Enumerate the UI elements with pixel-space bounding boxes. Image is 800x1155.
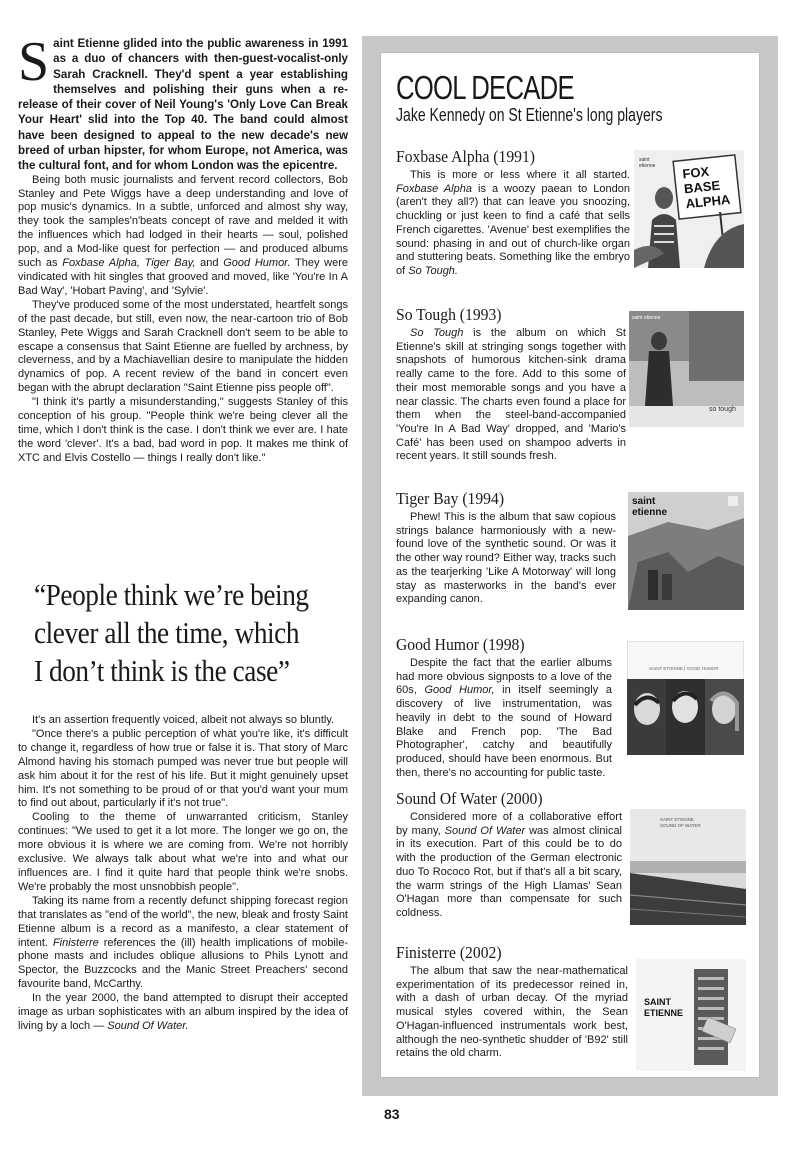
album-cover-finisterre [636, 959, 746, 1071]
svg-text:saint etienne: saint etienne [632, 315, 661, 321]
album-title-ref: Good Humor. [223, 257, 291, 270]
svg-text:etienne: etienne [639, 163, 656, 169]
cover-art [636, 959, 746, 1071]
cover-art [628, 492, 744, 610]
article-paragraph-1 [18, 174, 348, 299]
album-heading: Tiger Bay (1994) [396, 489, 505, 508]
album-heading: Good Humor (1998) [396, 635, 525, 654]
article-column-continued [18, 714, 348, 1034]
page-number: 83 [384, 1106, 400, 1122]
album-cover-good-humor [627, 641, 744, 755]
paragraph-text: references the (ill) health implications of mobile-phone masts and includes oblique allusions to Phils Lynott and Spector, the Buzzcocks and the Manic Street Preachers' second favourite band, McCarthy. [18, 936, 348, 991]
svg-text:BASE: BASE [683, 177, 721, 197]
album-review: The album that saw the near-mathematical experimentation of its predecessor reined in, with a dash of urban decay. Of the myriad musical styles covered within, the Sean O'Hagan-influenced instrumentals work best, although the neo-synthetic shudder of 'B92' still retains the old charm. [396, 965, 628, 1060]
svg-text:SAINT: SAINT [644, 997, 671, 1007]
article-paragraph-8 [18, 992, 348, 1034]
album-review: So Tough is the album on which St Etienne's skill at stringing songs together with snapshots of humorous kitchen-sink drama really came to the fore. Add to this some of their most memorable songs and you have a near classic. The charts even found a place for them when the steel-band-accompanied 'You're In A Bad Way' dropped, and 'Mario's Café' has been used on shampoo adverts in recent years. It still sounds fresh. [396, 327, 626, 463]
svg-text:ETIENNE: ETIENNE [644, 1008, 684, 1018]
album-cover-sound-of-water [630, 809, 746, 925]
album-review: This is more or less where it all started. Foxbase Alpha is a woozy paean to London (aren't they all?) that can leave you snoozing, chuckling or just keen to find a café that sells French cigarettes. 'Avenue' best exemplifies the sound: phasing in and out of church-like organ and stuttering beats. Something like the embryo of So Tough. [396, 169, 630, 277]
pull-quote-line: I don’t think is the case” [34, 653, 290, 688]
sidebar-frame [362, 36, 778, 1096]
pull-quote-line: clever all the time, which [34, 615, 300, 650]
paragraph-text: They were vindicated with hit singles that grooved and moved, like 'You're In A Bad Way', 'Hobart Paving', and 'Sylvie'. [18, 257, 348, 297]
article-paragraph-4: It's an assertion frequently voiced, albeit not always so bluntly. [32, 714, 335, 726]
article-paragraph-2: They've produced some of the most understated, heartfelt songs of the past decade, but still, even now, the near-cartoon trio of Bob Stanley, Pete Wiggs and Sarah Cracknell don't seem to be able to escape a consensus that Saint Etienne are fuelled by archness, by cleverness, and by a Machiavellian desire to manipulate the hidden dynamics of pop. A recent review of the band in concert even began with the abrupt declaration "Saint Etienne piss people off". [18, 298, 348, 395]
album-title-ref: Foxbase Alpha, Tiger Bay, [62, 257, 196, 270]
album-title-ref: Finisterre [52, 936, 99, 949]
cover-art [627, 641, 744, 755]
paragraph-text: and [195, 257, 224, 270]
album-cover-foxbase-alpha [634, 150, 744, 268]
pull-quote [34, 576, 309, 690]
sidebar-title: COOL DECADE [396, 69, 574, 106]
svg-text:saint: saint [639, 157, 650, 163]
paragraph-text: Being both music journalists and fervent record collectors, Bob Stanley and Pete Wiggs have a deep understanding and love of pop music's dynamics. In a subtle, unforced and almost shy way, they took the samples'n'beats concept of rave and melded it with the influences which had lodged in their hearts — soul, polished pop, and a Mod-like quest for perfection — and produced albums such as [18, 173, 348, 270]
album-heading: Finisterre (2002) [396, 943, 502, 962]
svg-text:so tough: so tough [709, 406, 736, 413]
album-cover-so-tough [629, 311, 744, 427]
article-paragraph-3: "I think it's partly a misunderstanding," suggests Stanley of this conception of his group. "People think we're being clever all the time, which I don't think is the case. I don't think we ever are. I hate the word 'clever'. It's a bad, bad word in pop. It makes me think of XTC and Elvis Costello — things I really don't like." [18, 396, 348, 464]
cover-art [634, 150, 744, 268]
article-paragraph-5: "Once there's a public perception of what you're like, it's difficult to change it, regardless of how true or false it is. That story of Marc Almond having his stomach pumped was never true but people will ask him about it for the rest of his life. But it might genuinely upset him. It's not something to be proud of or that you'd want your mum to find out about, particularly if it's not true". [18, 727, 348, 810]
album-review: Phew! This is the album that saw copious strings balance harmoniously with a new-found love of the synthetic sound. Or was it the other way round? Either way, tracks such as the tearjerking 'Like A Motorway' will long stay as masterworks in the band's ever expanding canon. [396, 511, 616, 606]
album-heading: So Tough (1993) [396, 305, 502, 324]
cover-art [629, 311, 744, 427]
paragraph-text: In the year 2000, the band attempted to disrupt their accepted image as urban sophisticates with an album inspired by the idea of living by a loch — [18, 992, 348, 1032]
album-title-ref: Sound Of Water. [107, 1019, 189, 1032]
cover-title: SOUND OF WATER [660, 823, 701, 828]
pull-quote-line: “People think we’re being [34, 577, 309, 612]
cover-title: SAINT ETIENNE | GOOD HUMOR [649, 666, 719, 671]
svg-text:FOX: FOX [681, 163, 710, 182]
article-column [18, 31, 348, 466]
album-cover-tiger-bay [628, 492, 744, 610]
drop-cap: S [18, 31, 50, 93]
article-paragraph-6: Cooling to the theme of unwarranted criticism, Stanley continues: "We used to get it a lot more. The longer we go on, the more obvious it is where we are coming from. We're not horribly exclusive. We always talk about what we're into and what our influences are. I find it quite hard that people think we're snobs. We're probably the most unsnobbish people". [18, 811, 348, 893]
album-review: Considered more of a collaborative effort by many, Sound Of Water was almost clinical in its execution. Part of this could be to do with the production of the German electronic duo To Rococo Rot, but if that's all a bit scary, the warm strings of the High Llamas' Sean O'Hagan more than compensate for such coldness. [396, 811, 623, 919]
paragraph-text: Taking its name from a recently defunct shipping forecast region that translates as "end of the world", the new, bleak and frosty Saint Etienne album is a record as a manifesto, a clear statement of intent. [18, 894, 348, 949]
article-lead [18, 31, 348, 174]
article-paragraph-7 [18, 895, 348, 992]
album-review: Despite the fact that the earlier albums had more obvious signposts to a love of the 60s, Good Humor, in itself seemingly a discovery of live instrumentation, was heavily in debt to the sound of Howard Blake and French pop. 'The Bad Photographer', catchy and beautifully produced, should have been enormous. But then, there's no accounting for public taste. [396, 657, 613, 779]
svg-text:ALPHA: ALPHA [684, 191, 731, 212]
cover-art [630, 809, 746, 925]
svg-text:saint: saint [632, 496, 656, 507]
cover-band: SAINT ETIENNE [660, 817, 694, 822]
lead-text: aint Etienne glided into the public awareness in 1991 as a duo of chancers with then-guest-vocalist-only Sarah Cracknell. They'd spent a year establishing themselves and polishing their guns when a re-release of their cover of Neil Young's 'Only Love Can Break Your Heart' slid into the Top 40. The band could almost have been designed to appeal to the new decade's new breed of urban hipster, for whom Europe, not America, was the cultural font, and for whom London was the epicentre. [18, 37, 348, 173]
sidebar-panel [380, 52, 760, 1078]
svg-text:etienne: etienne [632, 507, 668, 518]
sidebar-subtitle: Jake Kennedy on St Etienne's long players [396, 105, 663, 125]
album-heading: Foxbase Alpha (1991) [396, 147, 536, 166]
album-heading: Sound Of Water (2000) [396, 789, 543, 808]
